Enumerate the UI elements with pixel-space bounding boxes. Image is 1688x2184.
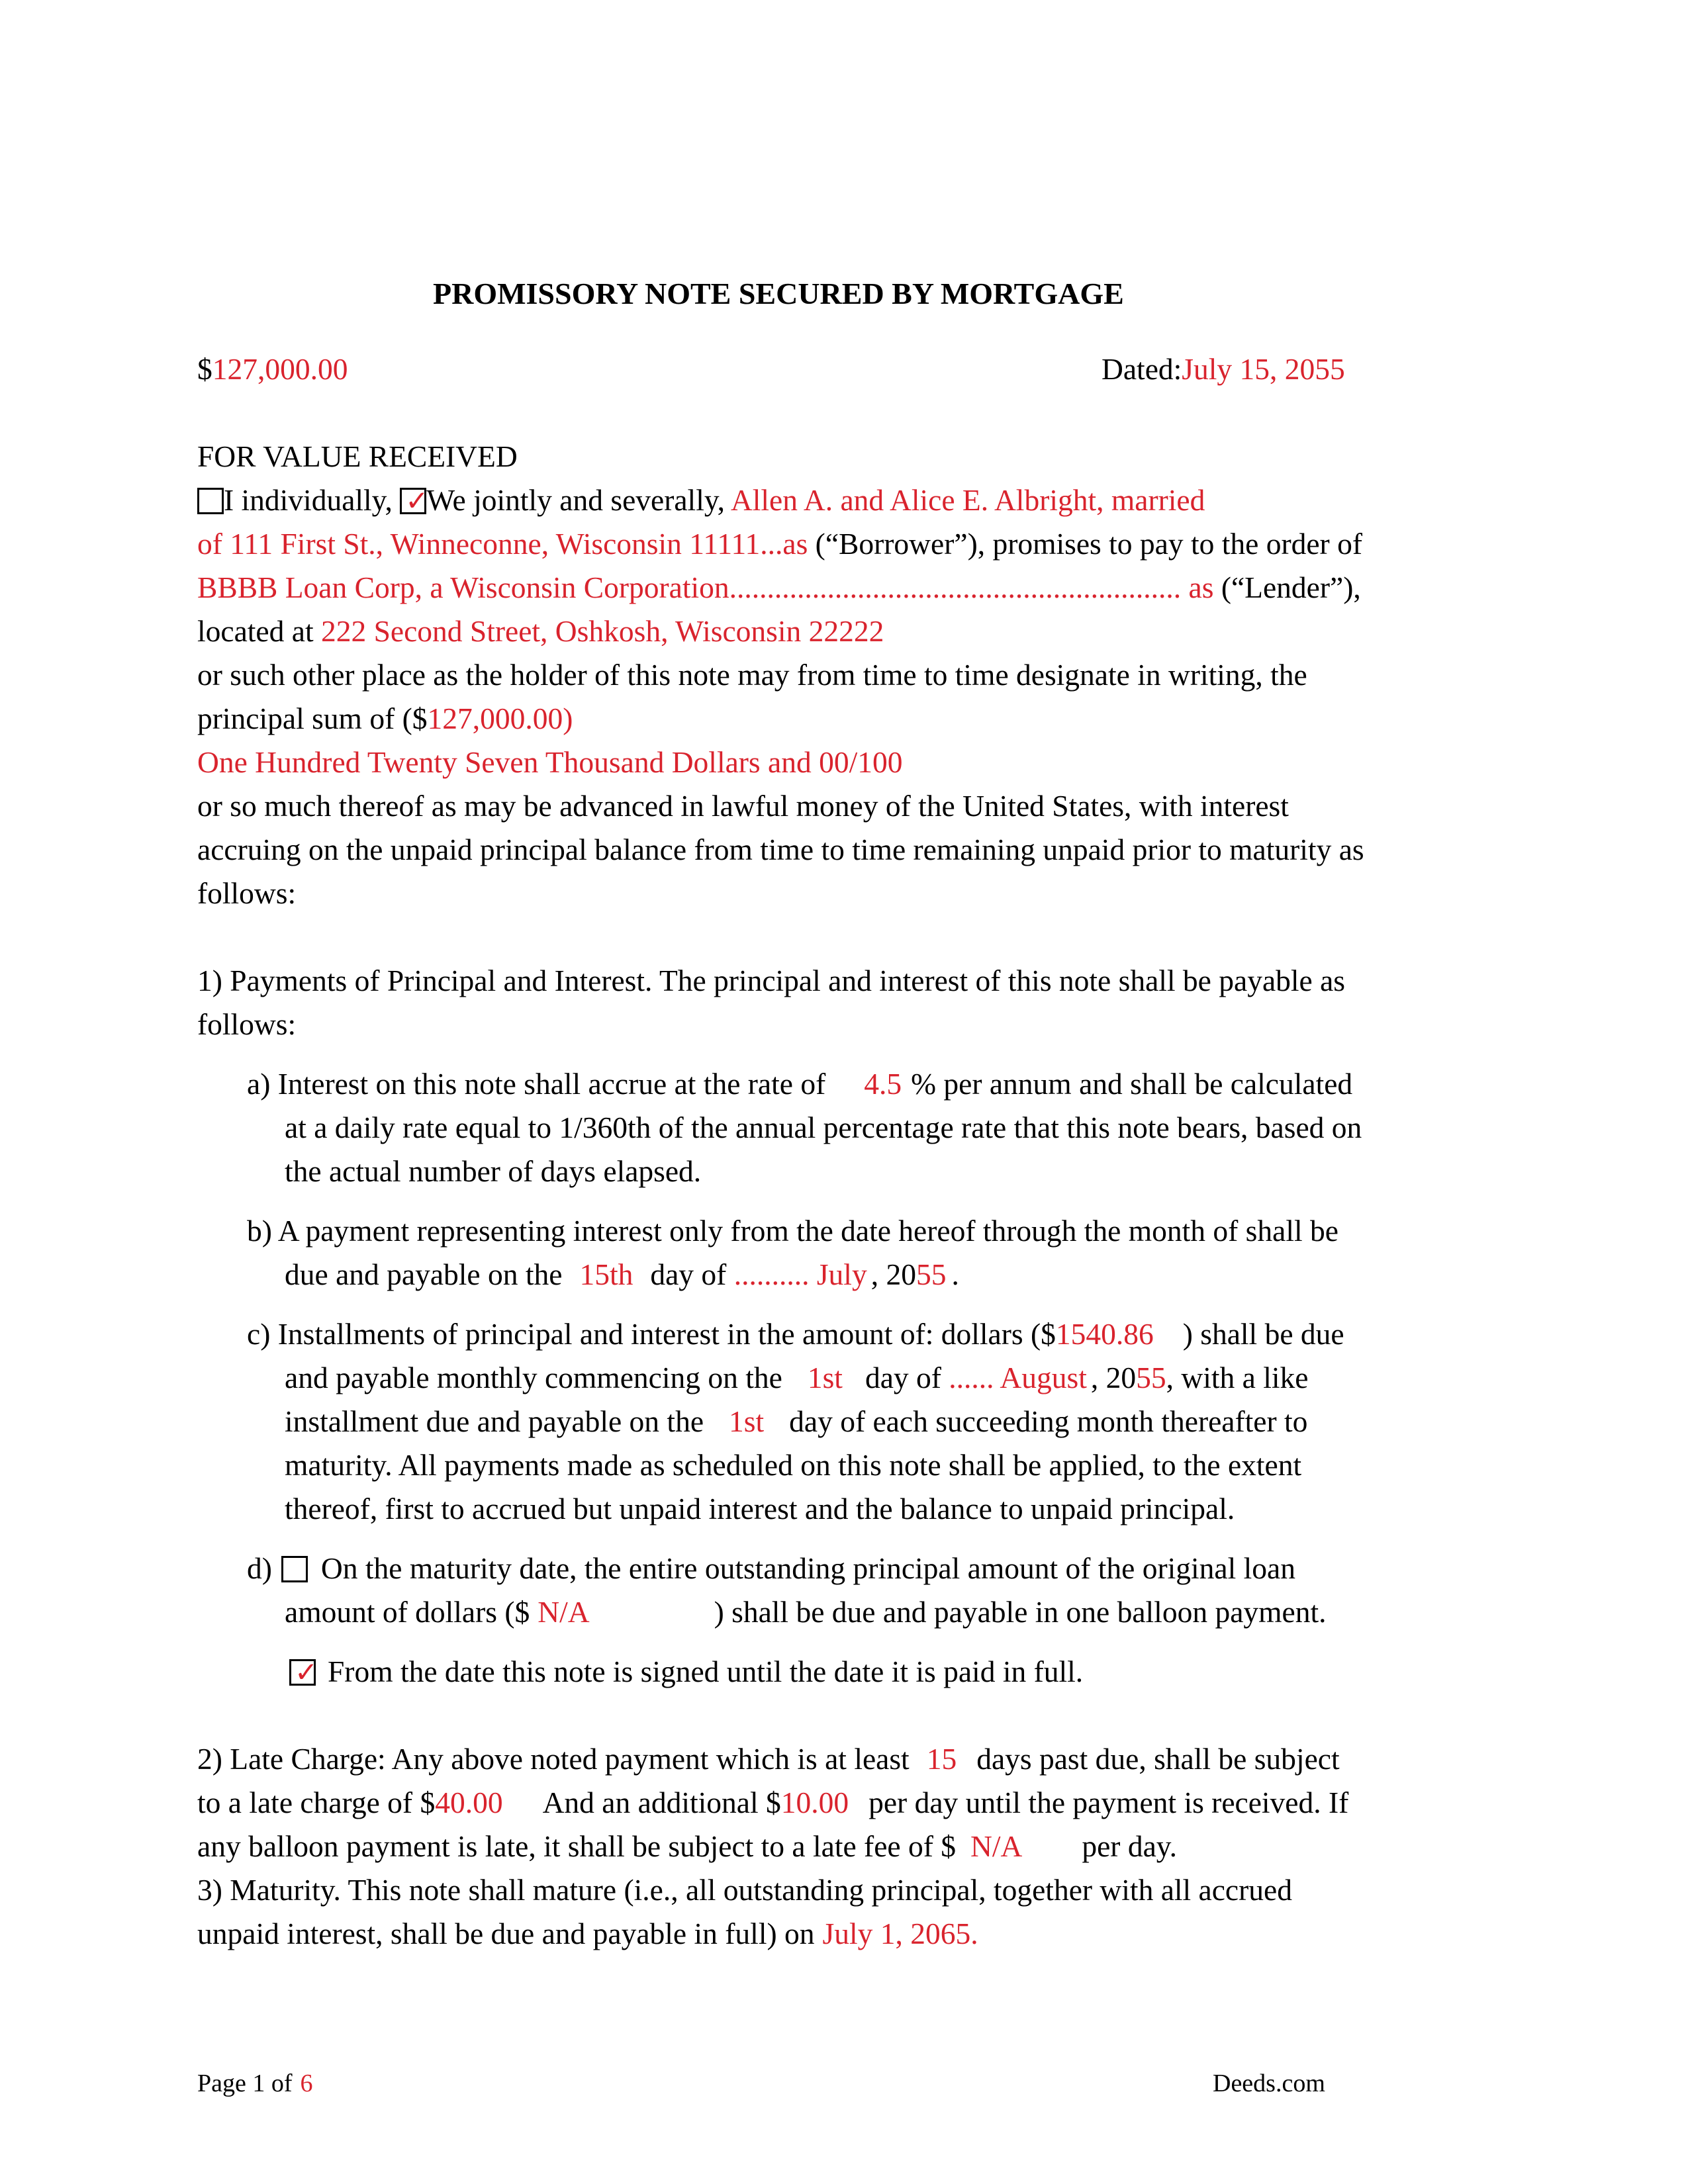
clause-c-line-1 <box>247 1316 1344 1353</box>
clause-d-text2: amount of dollars ($ <box>285 1595 530 1629</box>
section2-text2: days past due, shall be subject <box>976 1742 1340 1776</box>
interest-only-year[interactable]: 55 <box>915 1257 947 1291</box>
clause-a-line-3: the actual number of days elapsed. <box>285 1154 702 1188</box>
installment-start-day[interactable]: 1st <box>807 1361 843 1394</box>
clause-c-text2: ) shall be due <box>1182 1317 1344 1351</box>
individually-label: I individually, <box>224 483 393 517</box>
clause-b-text4: . <box>951 1257 959 1291</box>
clause-c-line-2 <box>285 1359 1308 1396</box>
section2-line-2 <box>197 1784 1348 1821</box>
clause-b-text3: , 20 <box>870 1257 916 1291</box>
section2-text3: to a late charge of $ <box>197 1786 436 1819</box>
section2-text4: And an additional $ <box>542 1786 781 1819</box>
intro-line-5: or such other place as the holder of this note may from time to time designate in writing, the <box>197 658 1307 692</box>
clause-a-line-1 <box>247 1066 1352 1103</box>
page-number <box>197 2068 313 2099</box>
clause-c-text1: c) Installments of principal and interest in the amount of: dollars ($ <box>247 1317 1056 1351</box>
lender-line <box>197 569 1361 606</box>
page-label: Page 1 of <box>197 2070 293 2097</box>
lender-location-line <box>197 613 884 650</box>
clause-c-line-4: maturity. All payments made as scheduled on this note shall be applied, to the extent <box>285 1448 1302 1482</box>
dated-label: Dated: <box>1102 352 1182 386</box>
clause-c-text3: and payable monthly commencing on the <box>285 1361 782 1394</box>
maturity-date[interactable]: July 1, 2065. <box>822 1917 978 1950</box>
clause-d-line-1 <box>247 1550 1295 1587</box>
amount-prefix: $ <box>197 352 212 386</box>
amount-value[interactable]: 127,000.00 <box>212 352 348 386</box>
clause-c-text5: , 20 <box>1090 1361 1137 1394</box>
section1-line-2: follows: <box>197 1007 297 1041</box>
paid-in-full-checkbox[interactable] <box>289 1656 318 1688</box>
installment-amount[interactable]: 1540.86 <box>1055 1317 1154 1351</box>
borrower-name[interactable]: Allen A. and Alice E. Albright, married <box>730 483 1205 517</box>
section2-text1: 2) Late Charge: Any above noted payment which is at least <box>197 1742 910 1776</box>
dated-value[interactable]: July 15, 2055 <box>1182 352 1345 386</box>
installment-start-year[interactable]: 55 <box>1136 1361 1166 1394</box>
section2-text6: any balloon payment is late, it shall be subject to a late fee of $ <box>197 1829 956 1863</box>
principal-value[interactable]: 127,000.00) <box>427 702 573 735</box>
clause-a-text2: % per annum and shall be calculated <box>911 1067 1353 1101</box>
balloon-amount[interactable]: N/A <box>538 1595 590 1629</box>
clause-a-line-2: at a daily rate equal to 1/360th of the annual percentage rate that this note bears, based on <box>285 1111 1362 1144</box>
late-charge-amount[interactable]: 40.00 <box>435 1786 503 1819</box>
clause-b-text1: due and payable on the <box>285 1257 563 1291</box>
clause-d-line-2 <box>285 1594 1327 1631</box>
lender-address[interactable]: 222 Second Street, Oshkosh, Wisconsin 22222 <box>320 614 884 648</box>
clause-d-line-3 <box>289 1653 1083 1690</box>
interest-only-month[interactable]: .......... July <box>733 1257 867 1291</box>
clause-c-line-5: thereof, first to accrued but unpaid interest and the balance to unpaid principal. <box>285 1492 1235 1525</box>
intro-line-11: follows: <box>197 876 297 910</box>
clause-d-label: d) <box>247 1551 272 1585</box>
page-total: 6 <box>300 2070 313 2097</box>
clause-c-line-3 <box>285 1403 1307 1440</box>
borrower-address[interactable]: of 111 First St., Winneconne, Wisconsin 11111...as <box>197 527 808 561</box>
late-days[interactable]: 15 <box>926 1742 957 1776</box>
section2-text7: per day. <box>1082 1829 1177 1863</box>
located-label: located at <box>197 614 314 648</box>
interest-rate[interactable]: 4.5 <box>864 1067 902 1101</box>
clause-b-line-1: b) A payment representing interest only from the date hereof through the month of shall be <box>247 1214 1338 1248</box>
lender-suffix: (“Lender”), <box>1221 570 1361 604</box>
clause-c-text6: , with a like <box>1166 1361 1309 1394</box>
balloon-checkbox[interactable] <box>281 1556 308 1582</box>
for-value-received: FOR VALUE RECEIVED <box>197 439 518 473</box>
lender-name[interactable]: BBBB Loan Corp, a Wisconsin Corporation............................................................ as <box>197 570 1214 604</box>
section2-line-3 <box>197 1828 1177 1865</box>
checkmark-icon: ✓ <box>295 1656 318 1688</box>
clause-c-text8: day of each succeeding month thereafter to <box>789 1404 1308 1438</box>
section2-text5: per day until the payment is received. If <box>868 1786 1349 1819</box>
borrower-address-line <box>197 525 1362 563</box>
jointly-label: We jointly and severally, <box>426 483 726 517</box>
amount-line <box>197 351 348 388</box>
principal-words[interactable]: One Hundred Twenty Seven Thousand Dollars and 00/100 <box>197 745 903 779</box>
balloon-late-fee[interactable]: N/A <box>970 1829 1023 1863</box>
clause-d-text4: From the date this note is signed until the date it is paid in full. <box>328 1655 1084 1688</box>
borrower-type-line <box>197 482 1205 519</box>
section1-line-1: 1) Payments of Principal and Interest. The principal and interest of this note shall be payable as <box>197 964 1345 997</box>
per-day-amount[interactable]: 10.00 <box>780 1786 849 1819</box>
principal-label: principal sum of ($ <box>197 702 428 735</box>
clause-c-text4: day of <box>865 1361 941 1394</box>
dated-line <box>1102 351 1345 388</box>
clause-d-text3: ) shall be due and payable in one balloon payment. <box>714 1595 1327 1629</box>
section3-text1: unpaid interest, shall be due and payable in full) on <box>197 1917 815 1950</box>
clause-d-text1: On the maturity date, the entire outstanding principal amount of the original loan <box>320 1551 1295 1585</box>
borrower-suffix: (“Borrower”), promises to pay to the order of <box>815 527 1362 561</box>
section2-line-1 <box>197 1741 1340 1778</box>
clause-b-line-2 <box>285 1256 959 1293</box>
section3-line-2 <box>197 1915 978 1952</box>
intro-line-10: accruing on the unpaid principal balance from time to time remaining unpaid prior to maturity as <box>197 833 1364 866</box>
installment-recurring-day[interactable]: 1st <box>729 1404 765 1438</box>
clause-a-text1: a) Interest on this note shall accrue at the rate of <box>247 1067 826 1101</box>
principal-line <box>197 700 573 737</box>
clause-b-text2: day of <box>650 1257 727 1291</box>
individually-checkbox[interactable] <box>197 488 224 514</box>
jointly-checkbox[interactable] <box>400 484 429 517</box>
section3-line-1: 3) Maturity. This note shall mature (i.e., all outstanding principal, together with all accrued <box>197 1873 1292 1907</box>
intro-line-9: or so much thereof as may be advanced in lawful money of the United States, with interest <box>197 789 1289 823</box>
installment-start-month[interactable]: ...... August <box>949 1361 1087 1394</box>
page-title: PROMISSORY NOTE SECURED BY MORTGAGE <box>433 277 1124 310</box>
site-name: Deeds.com <box>1213 2070 1325 2097</box>
checkmark-icon: ✓ <box>405 484 429 517</box>
clause-c-text7: installment due and payable on the <box>285 1404 704 1438</box>
interest-only-day[interactable]: 15th <box>579 1257 633 1291</box>
